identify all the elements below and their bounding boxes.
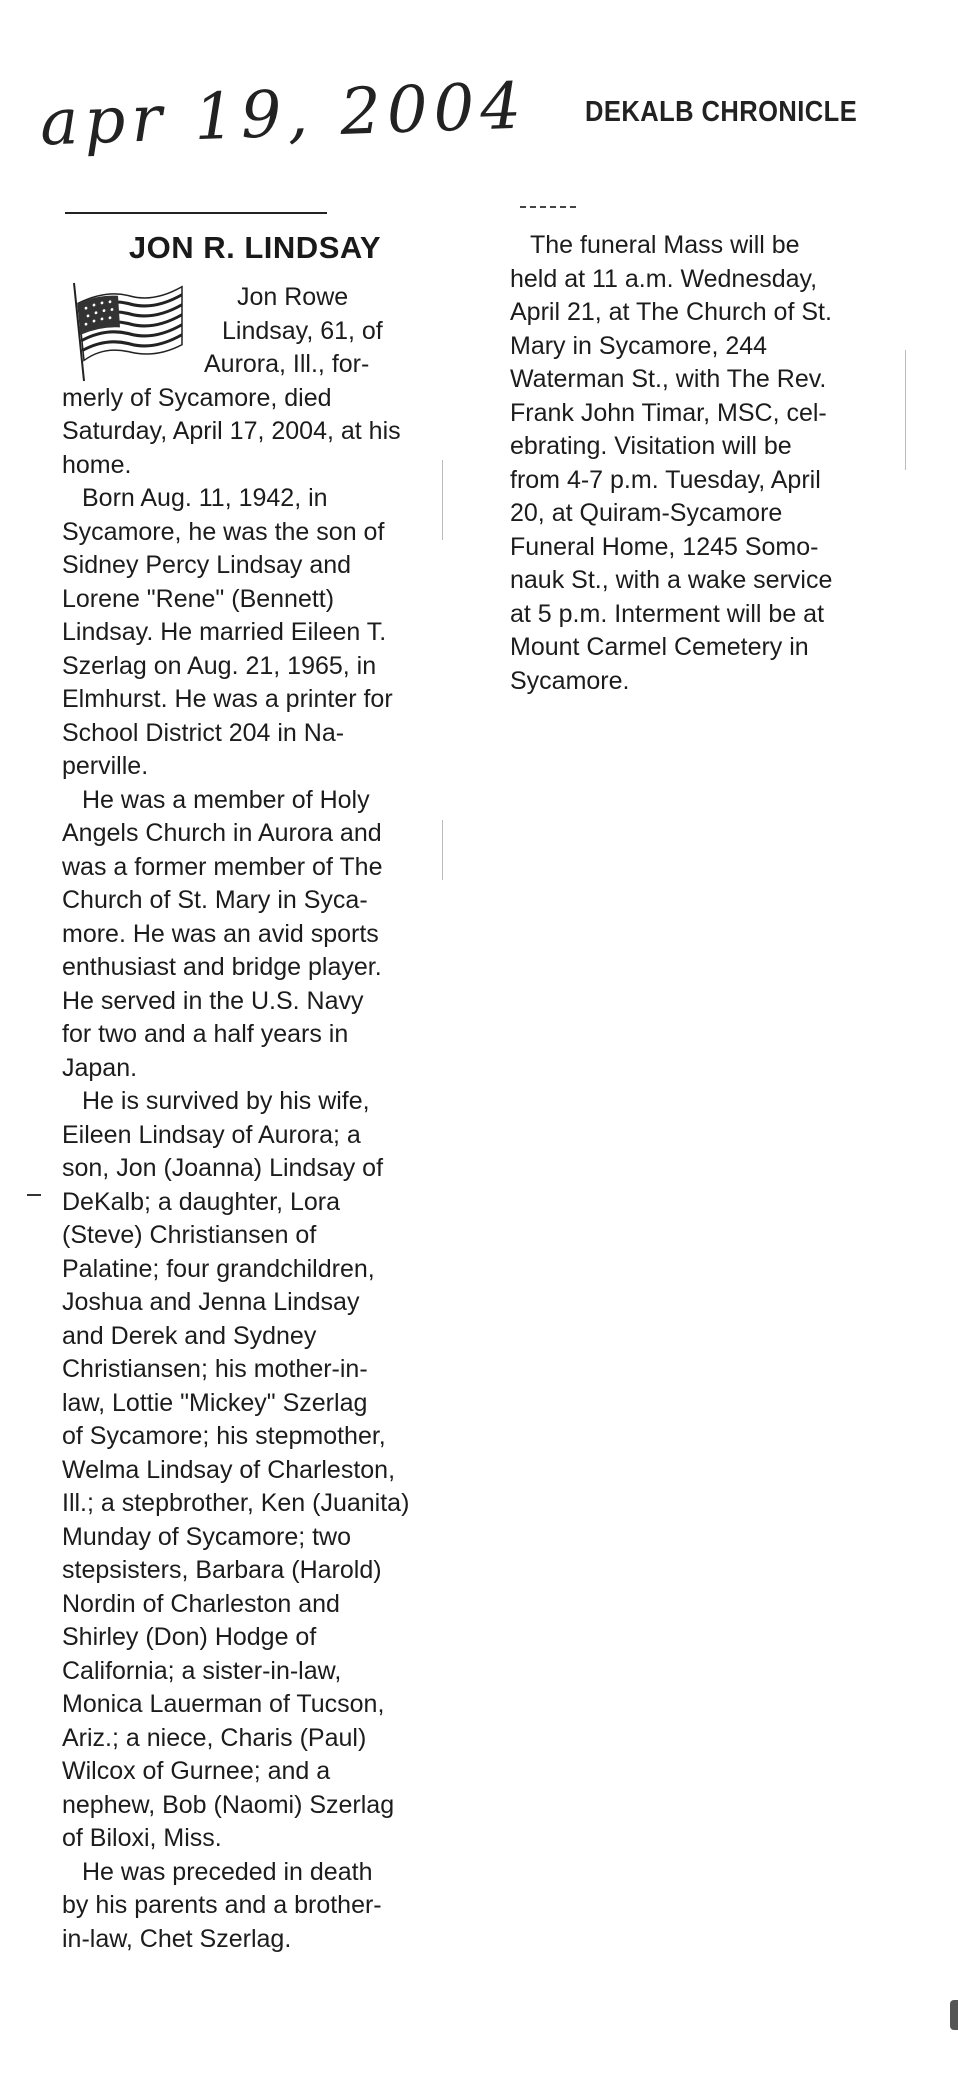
margin-dash (27, 1194, 41, 1196)
text-line: Angels Church in Aurora and (62, 819, 382, 847)
scan-edge-mark (950, 2000, 958, 2030)
newspaper-masthead: DEKALB CHRONICLE (585, 96, 858, 128)
obituary-right-column (510, 229, 910, 698)
text-line: more. He was an avid sports (62, 919, 379, 948)
text-line: for two and a half years in (62, 1020, 349, 1048)
text-line: of Sycamore; his stepmother, (62, 1422, 386, 1450)
text-line: law, Lottie "Mickey" Szerlag (62, 1388, 368, 1417)
text-line: held at 11 a.m. Wednesday, (510, 264, 818, 293)
text-line: Frank John Timar, MSC, cel- (510, 398, 827, 427)
text-line: Mount Carmel Cemetery in (510, 633, 809, 661)
obituary-left-column (62, 281, 457, 1956)
text-line: from 4-7 p.m. Tuesday, April (510, 465, 821, 494)
text-line: Funeral Home, 1245 Somo- (510, 532, 819, 561)
text-line: Saturday, April 17, 2004, at his (62, 417, 401, 445)
column-gutter-line (442, 460, 443, 540)
text-line: Wilcox of Gurnee; and a (62, 1757, 331, 1785)
text-line: He was preceded in death (82, 1857, 373, 1886)
text-line: Jon Rowe (237, 283, 349, 311)
text-line: Lindsay, 61, of (222, 316, 383, 345)
text-line: Born Aug. 11, 1942, in (82, 484, 328, 512)
column-gutter-line (442, 820, 443, 880)
text-line: Ill.; a stepbrother, Ken (Juanita) (62, 1489, 410, 1517)
text-line: in-law, Chet Szerlag. (62, 1924, 292, 1953)
text-line: Waterman St., with The Rev. (510, 365, 827, 393)
text-line: Lindsay. He married Eileen T. (62, 618, 387, 646)
text-line: merly of Sycamore, died (62, 383, 332, 412)
text-line: Palatine; four grandchildren, (62, 1254, 375, 1283)
text-line: Elmhurst. He was a printer for (62, 685, 393, 713)
handwritten-date: apr 19, 2004 (38, 69, 529, 161)
text-line: He served in the U.S. Navy (62, 986, 364, 1015)
text-line: and Derek and Sydney (62, 1321, 317, 1350)
text-line: by his parents and a brother- (62, 1891, 382, 1919)
text-line: Ariz.; a niece, Charis (Paul) (62, 1723, 367, 1752)
text-line: Sycamore, he was the son of (62, 517, 385, 546)
column-gutter-line (905, 350, 906, 470)
text-line: DeKalb; a daughter, Lora (62, 1187, 340, 1216)
text-line: Lorene "Rene" (Bennett) (62, 584, 335, 613)
text-line: enthusiast and bridge player. (62, 953, 382, 981)
text-line: Christiansen; his mother-in- (62, 1355, 368, 1383)
text-line: Mary in Sycamore, 244 (510, 331, 768, 360)
continuation-dots (520, 206, 580, 208)
text-line: School District 204 in Na- (62, 718, 345, 747)
text-line: stepsisters, Barbara (Harold) (62, 1556, 382, 1584)
text-line: Szerlag on Aug. 21, 1965, in (62, 651, 377, 680)
text-line: Monica Lauerman of Tucson, (62, 1690, 385, 1718)
text-line: Nordin of Charleston and (62, 1589, 340, 1618)
text-line: (Steve) Christiansen of (62, 1221, 317, 1249)
text-line: Sycamore. (510, 666, 630, 695)
text-line: nephew, Bob (Naomi) Szerlag (62, 1790, 395, 1819)
text-line: Sidney Percy Lindsay and (62, 551, 352, 579)
text-line: at 5 p.m. Interment will be at (510, 599, 825, 628)
text-line: perville. (62, 752, 149, 780)
text-line: Church of St. Mary in Syca- (62, 886, 368, 914)
text-line: California; a sister-in-law, (62, 1656, 342, 1685)
text-line: Japan. (62, 1053, 138, 1082)
text-line: nauk St., with a wake service (510, 566, 833, 594)
text-line: Eileen Lindsay of Aurora; a (62, 1120, 361, 1149)
text-line: Aurora, Ill., for- (204, 350, 370, 378)
headline-rule (65, 212, 327, 214)
text-line: son, Jon (Joanna) Lindsay of (62, 1154, 384, 1182)
text-line: of Biloxi, Miss. (62, 1824, 222, 1852)
text-line: was a former member of The (62, 852, 383, 881)
text-line: April 21, at The Church of St. (510, 298, 832, 326)
text-line: Munday of Sycamore; two (62, 1522, 352, 1551)
text-line: ebrating. Visitation will be (510, 432, 792, 460)
text-line: Joshua and Jenna Lindsay (62, 1288, 360, 1316)
text-line: The funeral Mass will be (530, 231, 800, 259)
obituary-headline: JON R. LINDSAY (128, 230, 382, 265)
text-line: Welma Lindsay of Charleston, (62, 1455, 396, 1484)
text-line: He was a member of Holy (82, 785, 370, 814)
text-line: Shirley (Don) Hodge of (62, 1623, 317, 1651)
text-line: home. (62, 450, 132, 479)
text-line: He is survived by his wife, (82, 1087, 370, 1115)
text-line: 20, at Quiram-Sycamore (510, 499, 783, 527)
